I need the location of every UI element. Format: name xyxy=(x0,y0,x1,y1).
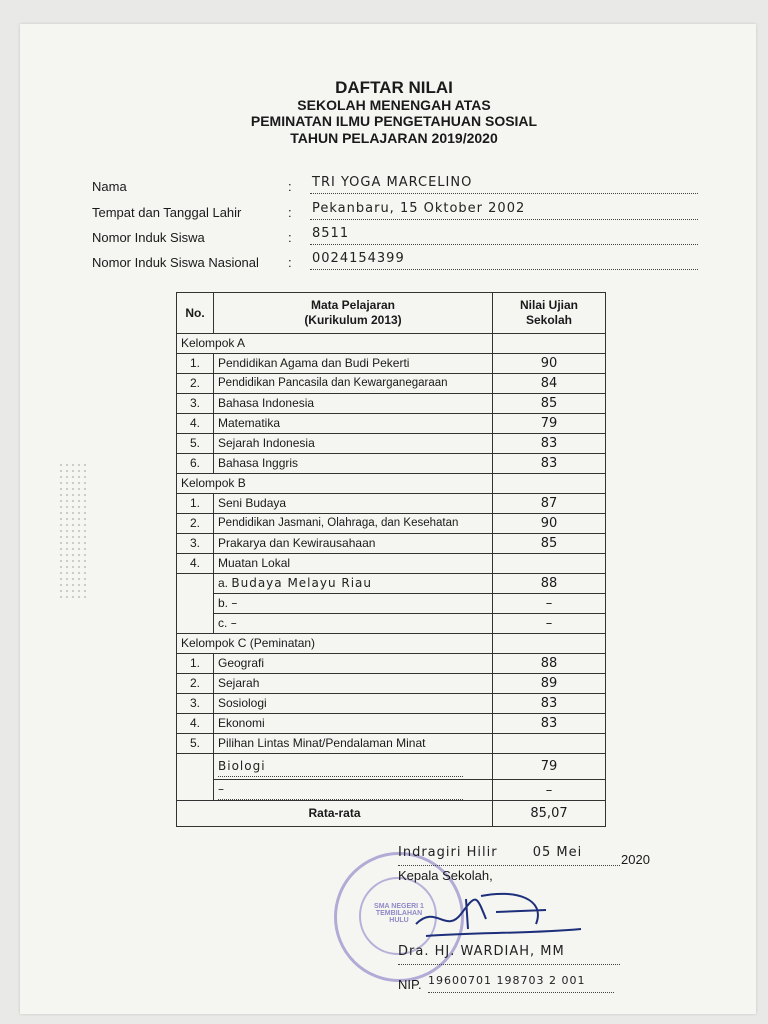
row-subject: Pendidikan Agama dan Budi Pekerti xyxy=(214,354,493,374)
row-subject: Pendidikan Pancasila dan Kewarganegaraan xyxy=(214,374,493,394)
average-label: Rata-rata xyxy=(177,801,493,827)
row-no: 4. xyxy=(177,714,214,734)
row-score xyxy=(493,554,606,574)
table-row xyxy=(177,374,606,394)
row-no: 1. xyxy=(177,494,214,514)
field-label: Nomor Induk Siswa Nasional xyxy=(92,255,259,270)
row-no xyxy=(177,574,214,594)
row-no: 4. xyxy=(177,554,214,574)
row-subject xyxy=(214,614,493,634)
row-score: 83 xyxy=(493,454,606,474)
row-subject: Prakarya dan Kewirausahaan xyxy=(214,534,493,554)
row-no: 3. xyxy=(177,534,214,554)
table-row xyxy=(177,454,606,474)
school-name: SEKOLAH MENENGAH ATAS xyxy=(297,97,491,113)
sub-label: b. xyxy=(218,596,229,610)
student-birth: Pekanbaru, 15 Oktober 2002 xyxy=(310,199,698,220)
group-row xyxy=(177,474,606,494)
table-row xyxy=(177,694,606,714)
row-score: 85 xyxy=(493,534,606,554)
group-row xyxy=(177,634,606,654)
sub-subject: Budaya Melayu Riau xyxy=(231,576,373,590)
program-name: PEMINATAN ILMU PENGETAHUAN SOSIAL xyxy=(250,113,538,129)
header-score xyxy=(493,293,606,334)
table-row xyxy=(177,654,606,674)
header-score-line1: Nilai Ujian xyxy=(519,298,578,312)
row-no: 4. xyxy=(177,414,214,434)
table-row xyxy=(177,414,606,434)
handwritten-signature xyxy=(406,884,586,944)
table-row xyxy=(177,574,606,594)
signature-date: 05 Mei xyxy=(532,845,583,860)
row-score: 90 xyxy=(493,354,606,374)
row-score: 89 xyxy=(493,674,606,694)
field-nis xyxy=(92,223,698,245)
row-no: 5. xyxy=(177,734,214,754)
table-cell xyxy=(493,474,606,494)
table-row xyxy=(177,754,606,780)
row-subject: Seni Budaya xyxy=(214,494,493,514)
sub-subject: – xyxy=(230,616,238,630)
document-title: DAFTAR NILAI xyxy=(335,78,453,97)
average-value: 85,07 xyxy=(493,801,606,827)
row-no: 5. xyxy=(177,434,214,454)
field-label: Tempat dan Tanggal Lahir xyxy=(92,205,242,220)
nip-label: NIP. xyxy=(398,977,422,992)
group-label: Kelompok A xyxy=(177,334,493,354)
row-score: 79 xyxy=(493,414,606,434)
row-score: 79 xyxy=(493,754,606,780)
table-row xyxy=(177,780,606,801)
row-score: 83 xyxy=(493,434,606,454)
table-header xyxy=(177,293,606,334)
row-score: 83 xyxy=(493,714,606,734)
row-score: 83 xyxy=(493,694,606,714)
row-score: 87 xyxy=(493,494,606,514)
row-score: – xyxy=(493,594,606,614)
average-row xyxy=(177,801,606,827)
principal-name: Dra. HJ. WARDIAH, MM xyxy=(398,944,620,965)
row-score: 88 xyxy=(493,654,606,674)
row-no: 2. xyxy=(177,514,214,534)
row-subject: Sejarah xyxy=(214,674,493,694)
field-colon: : xyxy=(288,179,292,194)
table-cell xyxy=(493,634,606,654)
row-no xyxy=(177,614,214,634)
signature-place-date xyxy=(398,845,620,866)
row-no: 6. xyxy=(177,454,214,474)
grades-table xyxy=(176,292,606,827)
row-score: 84 xyxy=(493,374,606,394)
table-row xyxy=(177,354,606,374)
field-nisn xyxy=(92,248,698,270)
field-label: Nomor Induk Siswa xyxy=(92,230,205,245)
student-nis: 8511 xyxy=(310,224,698,245)
row-no: 3. xyxy=(177,694,214,714)
table-row xyxy=(177,714,606,734)
row-score: 90 xyxy=(493,514,606,534)
row-score: – xyxy=(493,780,606,801)
group-label: Kelompok C (Peminatan) xyxy=(177,634,493,654)
field-birth xyxy=(92,198,698,220)
row-score: 88 xyxy=(493,574,606,594)
row-no: 3. xyxy=(177,394,214,414)
row-subject: Bahasa Inggris xyxy=(214,454,493,474)
student-nisn: 0024154399 xyxy=(310,249,698,270)
row-score xyxy=(493,734,606,754)
table-row xyxy=(177,494,606,514)
academic-year: TAHUN PELAJARAN 2019/2020 xyxy=(290,130,498,146)
sub-label: a. xyxy=(218,576,229,590)
header-no: No. xyxy=(177,293,214,334)
group-row xyxy=(177,334,606,354)
table-row xyxy=(177,734,606,754)
row-subject: Muatan Lokal xyxy=(214,554,493,574)
row-no: 1. xyxy=(177,354,214,374)
row-subject: Geografi xyxy=(214,654,493,674)
lintas-subject: Biologi xyxy=(218,757,463,777)
row-subject: Sejarah Indonesia xyxy=(214,434,493,454)
signature-year: 2020 xyxy=(621,852,650,867)
row-subject xyxy=(214,754,493,780)
row-score: 85 xyxy=(493,394,606,414)
row-no xyxy=(177,754,214,780)
table-row xyxy=(177,554,606,574)
table-row xyxy=(177,394,606,414)
table-row xyxy=(177,674,606,694)
row-subject xyxy=(214,574,493,594)
row-subject: Pendidikan Jasmani, Olahraga, dan Kesehatan xyxy=(214,514,493,534)
field-colon: : xyxy=(288,255,292,270)
stamp-text: SMA NEGERI 1 TEMBILAHAN HULU xyxy=(374,903,424,924)
student-name: TRI YOGA MARCELINO xyxy=(310,173,698,194)
row-subject: Sosiologi xyxy=(214,694,493,714)
field-colon: : xyxy=(288,230,292,245)
punch-holes xyxy=(58,462,88,598)
row-subject: Bahasa Indonesia xyxy=(214,394,493,414)
signature-role: Kepala Sekolah, xyxy=(398,868,493,883)
principal-nip: 19600701 198703 2 001 xyxy=(428,974,614,993)
sub-subject: – xyxy=(231,596,239,610)
table-row xyxy=(177,594,606,614)
row-no: 1. xyxy=(177,654,214,674)
header-subject-line2: (Kurikulum 2013) xyxy=(304,313,402,327)
table-cell xyxy=(493,334,606,354)
signature-place: Indragiri Hilir xyxy=(398,845,498,860)
field-colon: : xyxy=(288,205,292,220)
field-label: Nama xyxy=(92,179,127,194)
header-subject xyxy=(214,293,493,334)
row-no: 2. xyxy=(177,374,214,394)
header-subject-line1: Mata Pelajaran xyxy=(310,298,396,312)
sub-label: c. xyxy=(218,616,228,630)
table-row xyxy=(177,614,606,634)
header-score-line2: Sekolah xyxy=(525,313,573,327)
table-row xyxy=(177,534,606,554)
row-subject: Ekonomi xyxy=(214,714,493,734)
row-subject xyxy=(214,594,493,614)
lintas-subject: – xyxy=(218,780,463,800)
group-label: Kelompok B xyxy=(177,474,493,494)
row-subject: Matematika xyxy=(214,414,493,434)
table-row xyxy=(177,514,606,534)
row-no xyxy=(177,780,214,801)
row-no xyxy=(177,594,214,614)
row-no: 2. xyxy=(177,674,214,694)
row-subject xyxy=(214,780,493,801)
row-score: – xyxy=(493,614,606,634)
table-row xyxy=(177,434,606,454)
field-name xyxy=(92,172,698,194)
row-subject: Pilihan Lintas Minat/Pendalaman Minat xyxy=(214,734,493,754)
